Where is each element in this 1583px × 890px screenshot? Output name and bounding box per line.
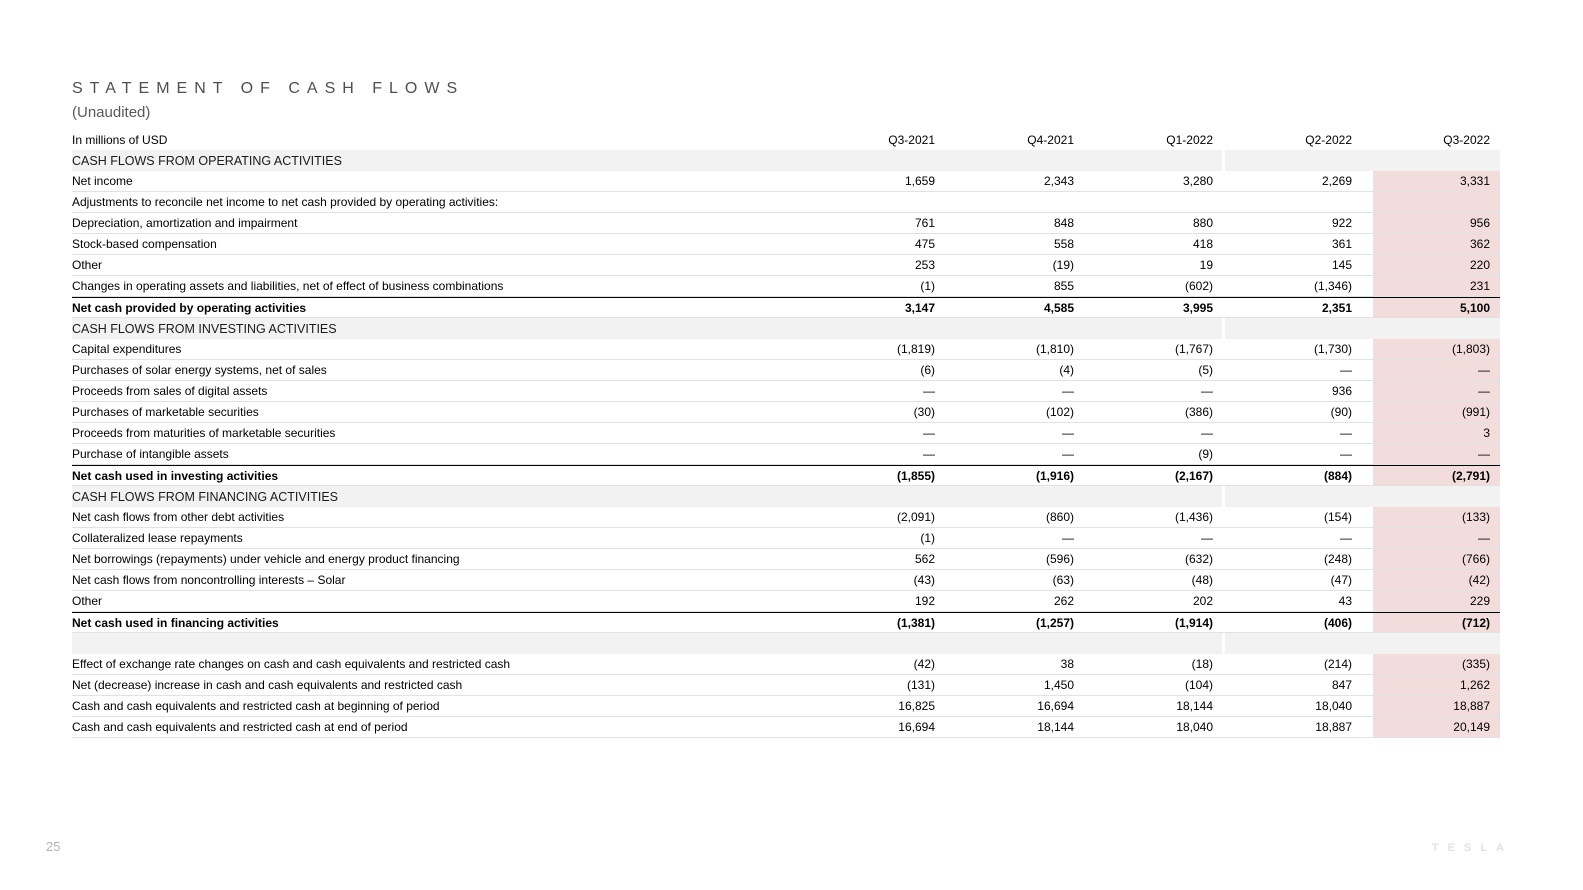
data-row [72,675,1500,696]
value-cell: 3,995 [1182,300,1213,315]
value-cell-highlighted: 5,100 [1373,298,1500,317]
value-cell: 18,144 [1037,720,1074,734]
value-cell: 558 [1053,237,1074,251]
value-cell: 16,825 [898,699,935,713]
value-cell: (1,810) [1035,342,1074,356]
value-cell: 562 [914,552,935,566]
value-cell: (102) [1045,405,1074,419]
table-body [72,150,1500,738]
value-cell: 2,269 [1321,174,1352,188]
row-label: Cash and cash equivalents and restricted cash at beginning of period [72,699,440,713]
value-cell-highlighted: (766) [1373,549,1500,569]
row-label: Changes in operating assets and liabilities, net of effect of business combinations [72,279,504,293]
value-cell: — [1201,531,1213,545]
value-cell: (1,346) [1313,279,1352,293]
value-cell: (1,914) [1174,615,1213,630]
tesla-logo: TESLA [1431,842,1513,854]
value-cell: 936 [1331,384,1352,398]
row-label: Net cash used in financing activities [72,615,279,630]
value-cell: 3,280 [1182,174,1213,188]
row-label: Collateralized lease repayments [72,531,243,545]
section-row [72,150,1500,171]
value-cell: (90) [1330,405,1352,419]
data-row [72,402,1500,423]
value-cell: 202 [1192,594,1213,608]
value-cell: 16,694 [898,720,935,734]
row-label: Other [72,258,103,272]
data-row [72,192,1500,213]
row-label: Capital expenditures [72,342,182,356]
value-cell-highlighted: 229 [1373,591,1500,611]
data-row [72,570,1500,591]
value-cell: 4,585 [1043,300,1074,315]
value-cell: (18) [1191,657,1213,671]
value-cell: (2,091) [896,510,935,524]
value-cell: (596) [1045,552,1074,566]
value-cell: (1) [920,531,935,545]
value-cell: 192 [914,594,935,608]
data-row [72,360,1500,381]
row-label: CASH FLOWS FROM OPERATING ACTIVITIES [72,153,342,168]
row-label: Net borrowings (repayments) under vehicle and energy product financing [72,552,460,566]
value-cell: 18,144 [1176,699,1213,713]
value-cell: 855 [1053,279,1074,293]
value-cell: (43) [913,573,935,587]
value-cell: (131) [906,678,935,692]
value-cell: (104) [1184,678,1213,692]
value-cell: (214) [1323,657,1352,671]
row-label: Net income [72,174,133,188]
value-cell: 880 [1192,216,1213,230]
row-label: Other [72,594,103,608]
value-cell: 38 [1060,657,1074,671]
value-cell: (5) [1198,363,1213,377]
row-label: Stock-based compensation [72,237,217,251]
data-row [72,654,1500,675]
row-label: Net cash provided by operating activities [72,300,307,315]
value-cell-highlighted: — [1373,444,1500,464]
value-cell: (1,819) [896,342,935,356]
page-title: STATEMENT OF CASH FLOWS [72,80,465,97]
page-subtitle: (Unaudited) [72,104,151,121]
value-cell: (48) [1191,573,1213,587]
value-cell-highlighted: 18,887 [1373,696,1500,716]
value-cell: 922 [1331,216,1352,230]
data-row [72,276,1500,297]
row-label: Proceeds from maturities of marketable securities [72,426,336,440]
value-cell: — [1062,531,1074,545]
total-row [72,612,1500,633]
value-cell: (42) [913,657,935,671]
value-cell: 1,450 [1043,678,1074,692]
value-cell-highlighted: (1,803) [1373,339,1500,359]
value-cell-highlighted: 20,149 [1373,717,1500,737]
value-cell: (386) [1184,405,1213,419]
value-cell: (154) [1323,510,1352,524]
cash-flow-table [72,130,1500,738]
data-row [72,171,1500,192]
value-cell: (30) [913,405,935,419]
value-cell: 2,351 [1321,300,1352,315]
value-cell: (47) [1330,573,1352,587]
data-row [72,528,1500,549]
value-cell-highlighted: (991) [1373,402,1500,422]
value-cell-highlighted: 220 [1373,255,1500,275]
data-row [72,423,1500,444]
value-cell: 1,659 [904,174,935,188]
value-cell: — [1201,426,1213,440]
row-label: Adjustments to reconcile net income to net cash provided by operating activities: [72,195,499,209]
column-header-q2-2022: Q2-2022 [1305,133,1352,147]
value-cell: (9) [1198,447,1213,461]
value-cell-highlighted: 362 [1373,234,1500,254]
value-cell: 43 [1338,594,1352,608]
row-label: Net cash flows from noncontrolling interests – Solar [72,573,346,587]
row-label: CASH FLOWS FROM INVESTING ACTIVITIES [72,321,337,336]
value-cell-highlighted: (2,791) [1373,466,1500,485]
value-cell: (2,167) [1174,468,1213,483]
value-cell: (19) [1052,258,1074,272]
value-cell: (884) [1323,468,1352,483]
spacer-row [72,633,1500,654]
value-cell: (4) [1059,363,1074,377]
section-row [72,318,1500,339]
section-row [72,486,1500,507]
unit-label: In millions of USD [72,133,168,147]
value-cell: (1) [920,279,935,293]
value-cell: 18,887 [1315,720,1352,734]
column-header-q3-2022: Q3-2022 [1443,133,1490,147]
value-cell: 847 [1331,678,1352,692]
value-cell-highlighted: 956 [1373,213,1500,233]
row-label: Cash and cash equivalents and restricted cash at end of period [72,720,408,734]
value-cell: (1,916) [1035,468,1074,483]
value-cell-highlighted: (712) [1373,613,1500,632]
value-cell: (1,730) [1313,342,1352,356]
data-row [72,549,1500,570]
row-label: CASH FLOWS FROM FINANCING ACTIVITIES [72,489,338,504]
value-cell: (1,767) [1174,342,1213,356]
value-cell: 262 [1053,594,1074,608]
value-cell-highlighted: — [1373,528,1500,548]
page-number: 25 [46,839,61,854]
value-cell-highlighted: (42) [1373,570,1500,590]
row-label: Proceeds from sales of digital assets [72,384,268,398]
value-cell: — [923,447,935,461]
value-cell: — [923,384,935,398]
value-cell: 361 [1331,237,1352,251]
value-cell-highlighted: (335) [1373,654,1500,674]
data-row [72,717,1500,738]
column-header-q4-2021: Q4-2021 [1027,133,1074,147]
value-cell: 2,343 [1043,174,1074,188]
value-cell: (1,855) [896,468,935,483]
value-cell-highlighted: 231 [1373,276,1500,296]
table-header-row [72,130,1500,150]
value-cell: (1,436) [1174,510,1213,524]
data-row [72,213,1500,234]
slide-content [72,0,1500,738]
value-cell: 3,147 [904,300,935,315]
row-label: Depreciation, amortization and impairment [72,216,298,230]
column-header-q3-2021: Q3-2021 [888,133,935,147]
value-cell: 848 [1053,216,1074,230]
value-cell: 145 [1331,258,1352,272]
value-cell: 475 [914,237,935,251]
row-label: Net (decrease) increase in cash and cash equivalents and restricted cash [72,678,463,692]
value-cell: (632) [1184,552,1213,566]
value-cell: (6) [920,363,935,377]
value-cell: 16,694 [1037,699,1074,713]
column-header-q1-2022: Q1-2022 [1166,133,1213,147]
value-cell: — [1340,363,1352,377]
value-cell: (248) [1323,552,1352,566]
value-cell: (63) [1052,573,1074,587]
value-cell: 19 [1199,258,1213,272]
value-cell: — [1062,384,1074,398]
value-cell: — [1201,384,1213,398]
data-row [72,591,1500,612]
value-cell: — [923,426,935,440]
data-row [72,444,1500,465]
value-cell-highlighted: — [1373,360,1500,380]
value-cell-highlighted [1373,192,1500,212]
value-cell: — [1062,447,1074,461]
data-row [72,255,1500,276]
value-cell: (1,257) [1035,615,1074,630]
value-cell: 18,040 [1176,720,1213,734]
data-row [72,507,1500,528]
data-row [72,234,1500,255]
row-label: Net cash used in investing activities [72,468,279,483]
value-cell: 18,040 [1315,699,1352,713]
value-cell-highlighted: 3 [1373,423,1500,443]
total-row [72,297,1500,318]
value-cell-highlighted: 3,331 [1373,171,1500,191]
total-row [72,465,1500,486]
value-cell: 761 [914,216,935,230]
value-cell: (602) [1184,279,1213,293]
value-cell: — [1340,447,1352,461]
data-row [72,696,1500,717]
value-cell-highlighted: — [1373,381,1500,401]
data-row [72,381,1500,402]
value-cell: (860) [1045,510,1074,524]
row-label: Purchases of marketable securities [72,405,259,419]
row-label: Net cash flows from other debt activities [72,510,285,524]
value-cell: — [1340,426,1352,440]
row-label: Purchases of solar energy systems, net of sales [72,363,327,377]
value-cell: (1,381) [896,615,935,630]
value-cell: — [1062,426,1074,440]
row-label: Effect of exchange rate changes on cash and cash equivalents and restricted cash [72,657,511,671]
data-row [72,339,1500,360]
value-cell-highlighted: (133) [1373,507,1500,527]
value-cell: 418 [1192,237,1213,251]
value-cell: (406) [1323,615,1352,630]
value-cell: 253 [914,258,935,272]
value-cell-highlighted: 1,262 [1373,675,1500,695]
row-label: Purchase of intangible assets [72,447,229,461]
value-cell: — [1340,531,1352,545]
